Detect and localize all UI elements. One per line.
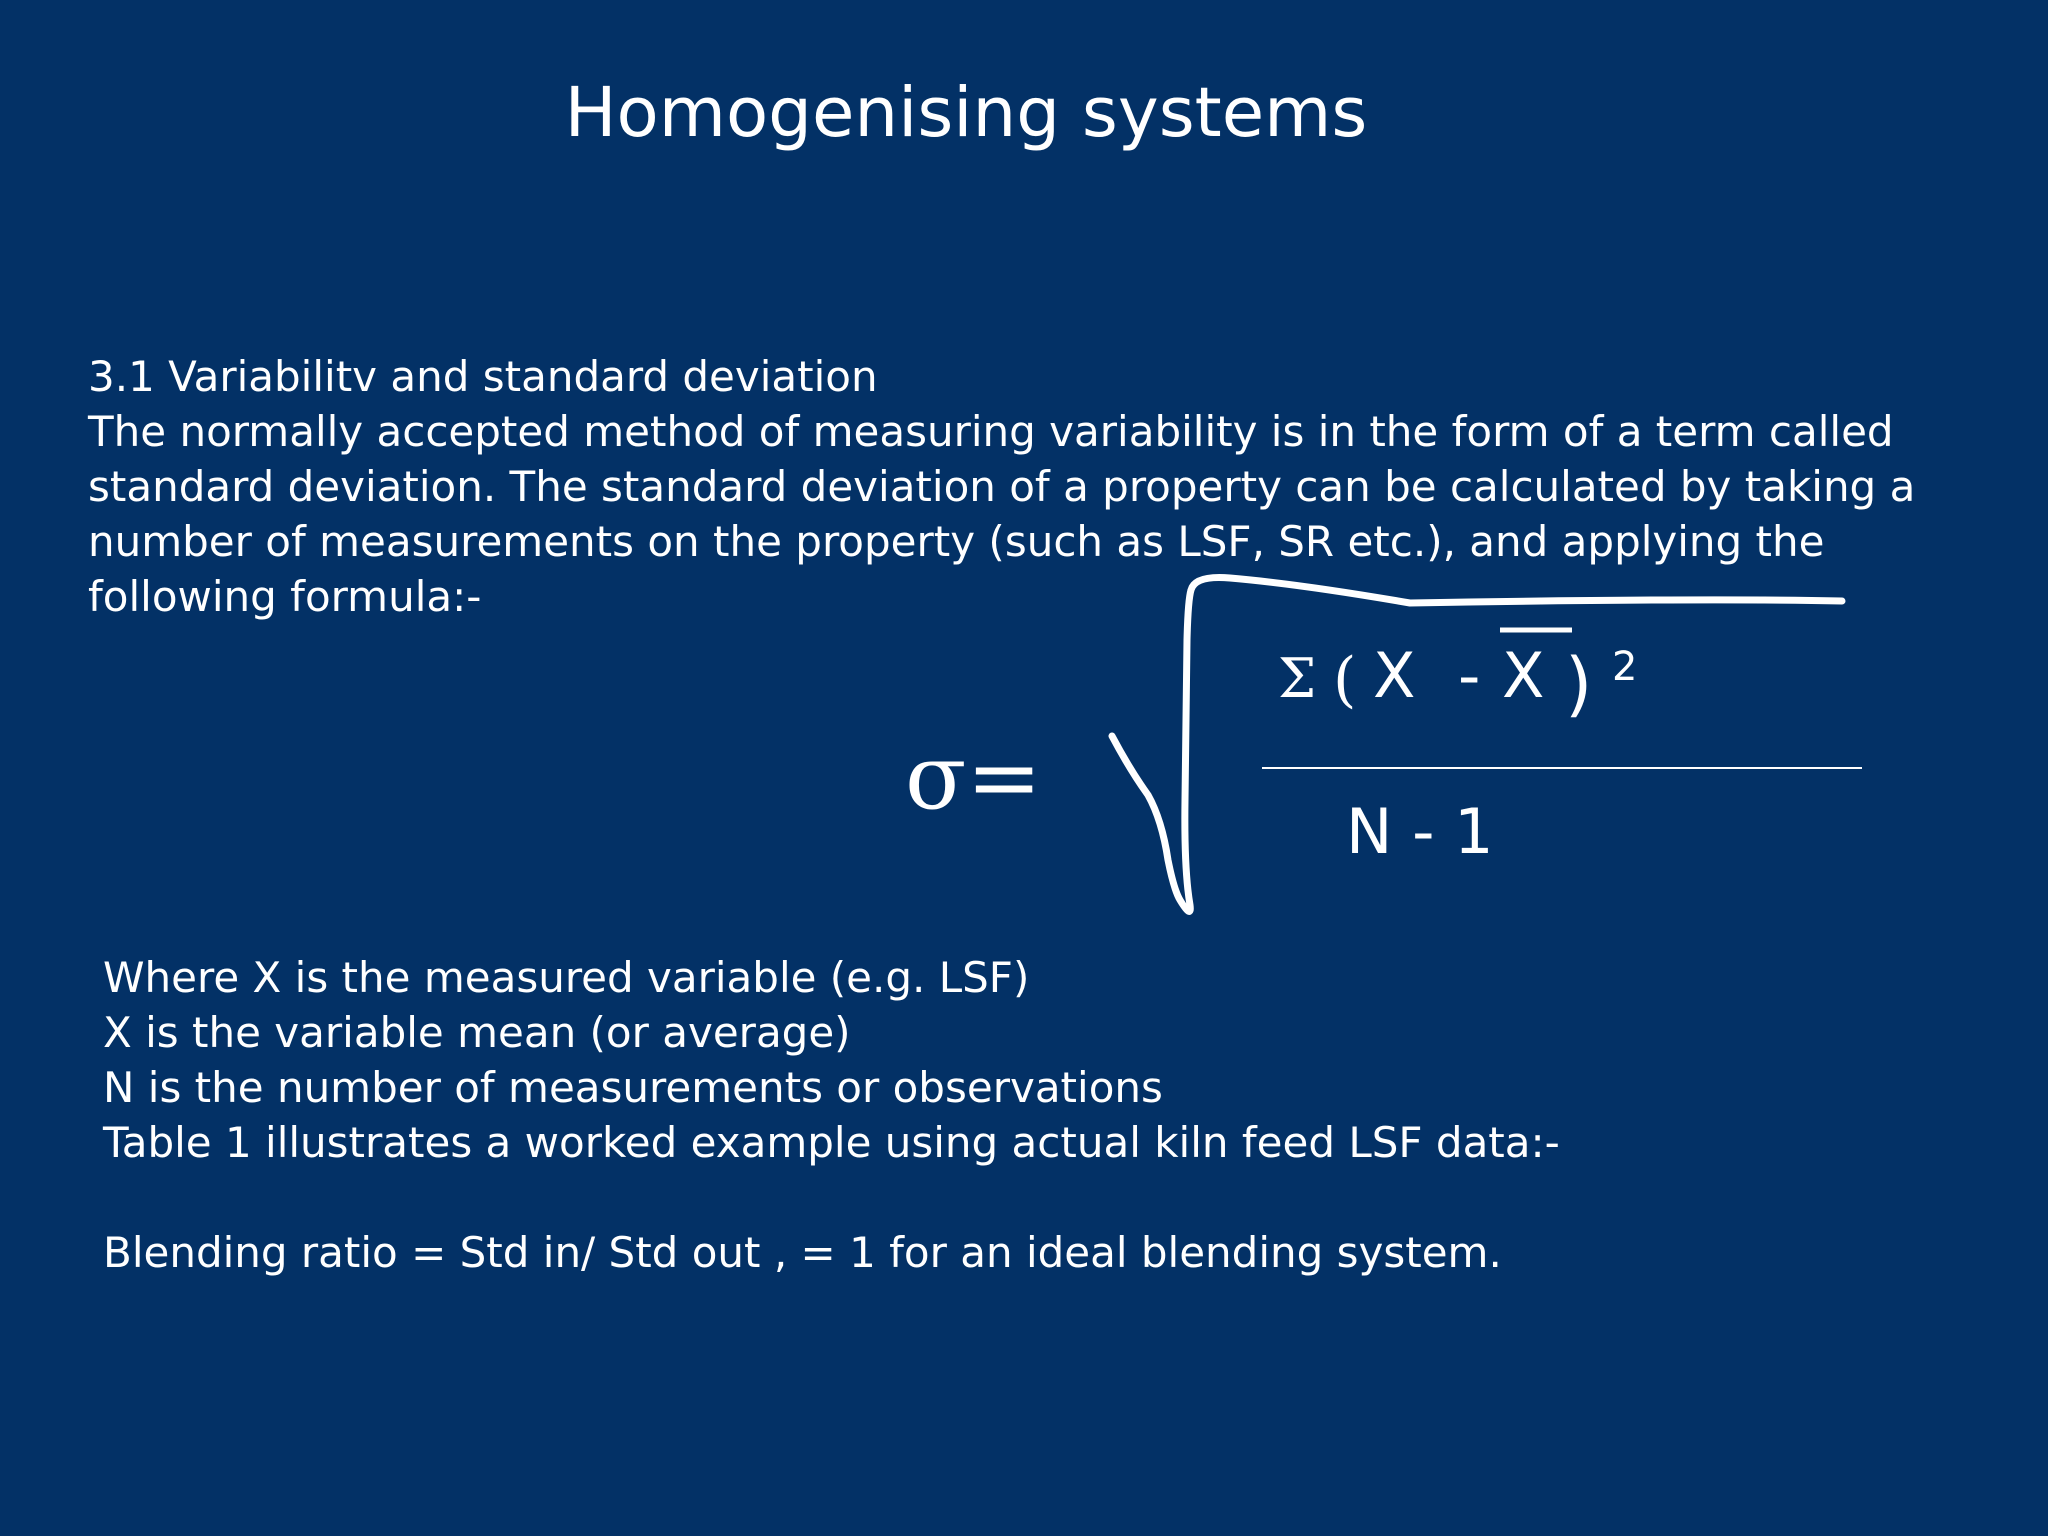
formula-minus: - bbox=[1458, 639, 1481, 712]
slide-title: Homogenising systems bbox=[564, 73, 1368, 153]
formula-variable-x-bar: X bbox=[1502, 639, 1545, 712]
intro-line: following formula:- bbox=[88, 572, 482, 621]
formula-exponent: 2 bbox=[1612, 644, 1638, 690]
blending-ratio-line: Blending ratio = Std in/ Std out , = 1 for an ideal blending system. bbox=[103, 1228, 1502, 1277]
definition-line: N is the number of measurements or observations bbox=[103, 1063, 1163, 1112]
definition-line: Where X is the measured variable (e.g. LSF) bbox=[103, 953, 1030, 1002]
summation-symbol: Σ bbox=[1278, 647, 1317, 710]
formula-close-paren: ) bbox=[1565, 643, 1593, 725]
definition-line: Table 1 illustrates a worked example using actual kiln feed LSF data:- bbox=[103, 1118, 1560, 1167]
definitions bbox=[103, 950, 1903, 1280]
intro-line: standard deviation. The standard deviation of a property can be calculated by taking a bbox=[88, 462, 1916, 511]
intro-paragraph bbox=[88, 349, 1988, 624]
formula-open-paren: ( bbox=[1333, 645, 1357, 715]
formula-denominator: N - 1 bbox=[1346, 795, 1494, 868]
spacer bbox=[103, 1170, 1903, 1225]
intro-line: number of measurements on the property (such as LSF, SR etc.), and applying the bbox=[88, 517, 1825, 566]
intro-line: The normally accepted method of measuring variability is in the form of a term called bbox=[88, 407, 1894, 456]
formula-lhs: σ= bbox=[905, 725, 1042, 830]
square-root-sign bbox=[1112, 578, 1842, 912]
formula-variable-x: X bbox=[1373, 639, 1416, 712]
section-heading: 3.1 Variabilitv and standard deviation bbox=[88, 352, 878, 401]
definition-line: X is the variable mean (or average) bbox=[103, 1008, 851, 1057]
